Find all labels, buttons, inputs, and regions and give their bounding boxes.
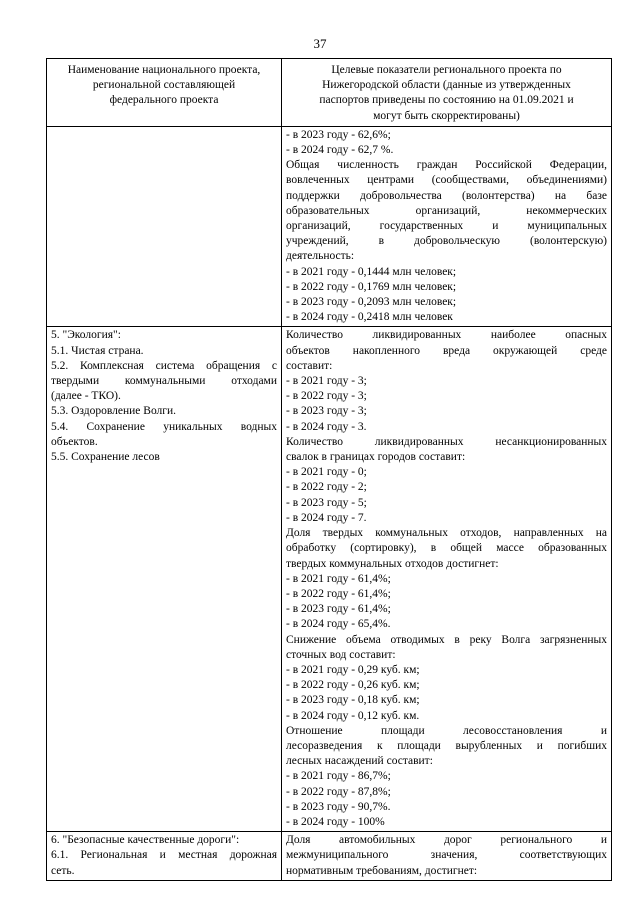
text-line: - в 2024 году - 3.	[286, 420, 367, 433]
text-line: лесоразведения к площади вырубленных и погибших	[286, 739, 607, 752]
table-row	[47, 832, 612, 881]
header-col-project	[47, 59, 282, 127]
header-line: паспортов приведены по состоянию на 01.09.2021 и	[319, 94, 574, 107]
header-line: региональной составляющей	[92, 79, 236, 92]
text-line: вовлеченных центрами (сообществами, объединениями)	[286, 174, 607, 187]
text-line: Общая численность граждан Российской Федерации,	[286, 159, 607, 172]
text-line: - в 2022 году - 87,8%;	[286, 785, 391, 798]
text-line: - в 2023 году - 61,4%;	[286, 603, 391, 616]
text-line: нормативным требованиям, достигнет:	[286, 864, 478, 877]
text-line: - в 2023 году - 90,7%.	[286, 800, 391, 813]
text-line: - в 2022 году - 2;	[286, 481, 367, 494]
text-line: сточных вод составит:	[286, 648, 396, 661]
text-line: - в 2024 году - 0,2418 млн человек	[286, 311, 453, 324]
text-line: - в 2023 году - 0,18 куб. км;	[286, 694, 420, 707]
text-line: - в 2021 году - 0,29 куб. км;	[286, 663, 420, 676]
header-line: Наименование национального проекта,	[67, 64, 261, 76]
header-line: могут быть скорректированы)	[373, 109, 520, 122]
indicators-cell	[282, 832, 612, 881]
text-line: лесных насаждений составит:	[286, 755, 433, 768]
text-line: 5.4. Сохранение уникальных водных	[51, 420, 277, 433]
text-line: - в 2024 году - 62,7 %.	[286, 144, 394, 157]
text-line: - в 2021 году - 86,7%;	[286, 770, 391, 783]
text-line: 5.5. Сохранение лесов	[51, 451, 160, 464]
table-header-row	[47, 59, 612, 127]
table-row	[47, 126, 612, 327]
text-line: 6.1. Региональная и местная дорожная	[51, 849, 277, 862]
text-line: - в 2022 году - 61,4%;	[286, 587, 391, 600]
text-line: - в 2024 году - 7.	[286, 511, 367, 524]
text-line: свалок в границах городов составит:	[286, 451, 466, 464]
text-line: (далее - ТКО).	[51, 390, 121, 403]
table-row	[47, 327, 612, 832]
text-line: твердых коммунальных отходов достигнет:	[286, 557, 499, 570]
text-line: составит:	[286, 359, 333, 372]
indicators-cell	[282, 327, 612, 832]
text-line: - в 2024 году - 100%	[286, 815, 385, 828]
text-line: - в 2021 году - 61,4%;	[286, 572, 391, 585]
text-line: - в 2022 году - 0,1769 млн человек;	[286, 280, 457, 293]
project-cell	[47, 327, 282, 832]
text-line: организаций, государственных и муниципальных	[286, 220, 607, 233]
text-line: 5.2. Комплексная система обращения с	[51, 359, 277, 372]
text-line: 5.3. Оздоровление Волги.	[51, 405, 177, 418]
project-cell	[47, 832, 282, 881]
text-line: поддержки добровольчества (волонтерства) на базе	[286, 189, 607, 202]
text-line: - в 2023 году - 5;	[286, 496, 367, 509]
text-line: деятельность:	[286, 250, 355, 263]
text-line: - в 2024 году - 0,12 куб. км.	[286, 709, 420, 722]
text-line: - в 2021 году - 0;	[286, 466, 367, 479]
indicators-cell	[282, 126, 612, 327]
text-line: Снижение объема отводимых в реку Волга загрязненных	[286, 633, 607, 646]
text-line: - в 2021 году - 3;	[286, 375, 367, 388]
header-line: федерального проекта	[109, 94, 219, 107]
text-line: Количество ликвидированных несанкционированных	[286, 435, 607, 448]
text-line: сеть.	[51, 864, 75, 877]
text-line: - в 2023 году - 0,2093 млн человек;	[286, 296, 457, 309]
text-line: учреждений, в добровольческую (волонтерскую)	[286, 235, 607, 248]
text-line: - в 2022 году - 3;	[286, 390, 367, 403]
indicators-table	[46, 58, 612, 881]
text-line: - в 2023 году - 3;	[286, 405, 367, 418]
text-line: 6. "Безопасные качественные дороги":	[51, 834, 240, 847]
text-line: 5.1. Чистая страна.	[51, 344, 144, 357]
text-line: Доля автомобильных дорог регионального и	[286, 834, 607, 847]
text-line: - в 2024 году - 65,4%.	[286, 618, 391, 631]
text-line: - в 2022 году - 0,26 куб. км;	[286, 679, 420, 692]
text-line: объектов накопленного вреда окружающей среде	[286, 344, 607, 357]
text-line: Доля твердых коммунальных отходов, направленных на	[286, 527, 607, 540]
text-line: Количество ликвидированных наиболее опасных	[286, 329, 607, 342]
page-number: 37	[313, 36, 327, 51]
text-line: межмуниципального значения, соответствующих	[286, 849, 607, 862]
text-line: - в 2021 году - 0,1444 млн человек;	[286, 265, 457, 278]
text-line: образовательных организаций, некоммерческих	[286, 204, 607, 217]
text-line: обработку (сортировку), в общей массе образованных	[286, 542, 607, 555]
header-line: Нижегородской области (данные из утвержденных	[322, 79, 571, 92]
header-line: Целевые показатели регионального проекта по	[331, 64, 562, 76]
text-line: - в 2023 году - 62,6%;	[286, 128, 391, 141]
project-cell	[47, 126, 282, 327]
text-line: 5. "Экология":	[51, 329, 121, 342]
text-line: твердыми коммунальными отходами	[51, 375, 277, 388]
text-line: Отношение площади лесовосстановления и	[286, 724, 607, 737]
text-line: объектов.	[51, 435, 98, 448]
header-col-indicators	[282, 59, 612, 127]
